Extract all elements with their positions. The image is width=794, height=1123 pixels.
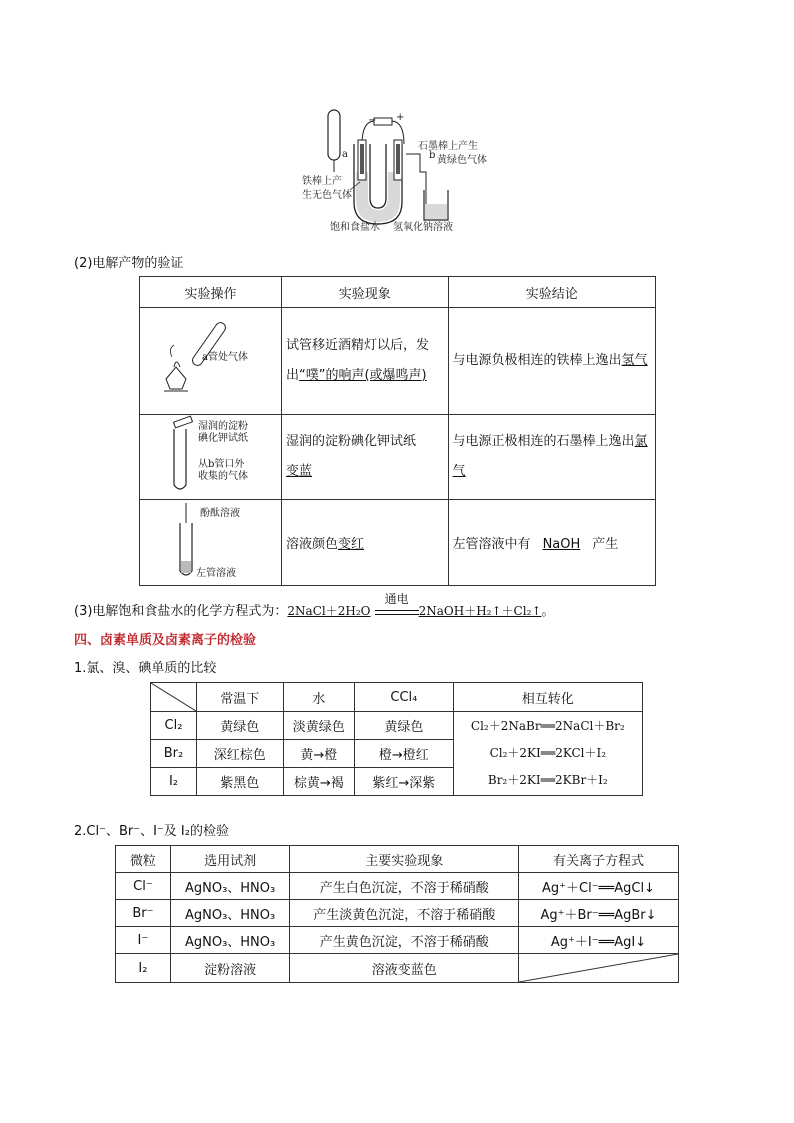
phenomenon-1-answer: “噗”的响声(或爆鸣声) xyxy=(299,368,427,383)
op-label-paper xyxy=(198,421,248,445)
halogen-name: Br₂ xyxy=(151,740,197,768)
table-row xyxy=(116,927,679,954)
ion-reagent: 淀粉溶液 xyxy=(170,954,290,983)
conclusion-cell-1 xyxy=(448,308,655,415)
conclusion-1-answer: 氢气 xyxy=(621,353,648,368)
phenomenon-3-text: 溶液颜色 xyxy=(285,537,338,552)
equation-left: 2NaCl＋2H₂O xyxy=(287,604,371,618)
electrolysis-apparatus-figure xyxy=(296,102,508,234)
conclusion-3-suffix: 产生 xyxy=(592,537,619,552)
ion-equation: Ag⁺＋Cl⁻══AgCl↓ xyxy=(518,873,678,900)
operation-cell-2 xyxy=(140,415,282,500)
ion-detection-table xyxy=(115,845,679,983)
conclusion-3-answer: NaOH xyxy=(542,537,581,552)
cathode-note-2: 生无色气体 xyxy=(302,190,352,201)
op-label-a-gas: a管处气体 xyxy=(202,352,248,363)
label-a: a xyxy=(342,149,348,160)
conversion-cell xyxy=(453,712,642,796)
phenomenon-cell-1 xyxy=(281,308,448,415)
equation-condition: 通电 xyxy=(384,592,409,606)
halogen-normal-color: 紫黑色 xyxy=(197,768,284,796)
equation-right: 2NaOH＋H₂↑＋Cl₂↑ xyxy=(418,604,542,618)
section-2-title: (2)电解产物的验证 xyxy=(74,256,184,271)
verification-table xyxy=(139,276,656,586)
subsection-1-title: 1.氯、溴、碘单质的比较 xyxy=(74,661,217,676)
ion-name: I⁻ xyxy=(116,927,171,954)
halogen-ccl4-color: 橙→橙红 xyxy=(355,740,454,768)
conversion-2: Cl₂＋2KI══2KCl＋I₂ xyxy=(489,746,607,760)
conversion-1: Cl₂＋2NaBr══2NaCl＋Br₂ xyxy=(470,719,625,733)
header-main-phenomenon: 主要实验现象 xyxy=(290,846,519,873)
header-ccl4: CCl₄ xyxy=(355,683,454,712)
anode-note-1: 石墨棒上产生 xyxy=(418,141,478,152)
halogen-name: I₂ xyxy=(151,768,197,796)
solution-right-label: 氢氧化钠溶液 xyxy=(393,222,453,233)
halogen-normal-color: 黄绿色 xyxy=(197,712,284,740)
solution-left-label: 饱和食盐水 xyxy=(330,222,380,233)
halogen-ccl4-color: 紫红→深紫 xyxy=(355,768,454,796)
halogen-comparison-table xyxy=(150,682,643,796)
diagonal-line xyxy=(151,683,196,711)
ion-name: I₂ xyxy=(116,954,171,983)
conclusion-2-text: 与电源正极相连的石墨棒上逸出 xyxy=(452,434,635,449)
conclusion-2-answer: 氯气 xyxy=(452,434,648,479)
ion-reagent: AgNO₃、HNO₃ xyxy=(170,927,290,954)
conversion-3: Br₂＋2KI══2KBr＋I₂ xyxy=(487,773,608,787)
conclusion-cell-2 xyxy=(448,415,655,500)
diagonal-header-cell xyxy=(151,683,197,712)
op-label-phenolphthalein: 酚酞溶液 xyxy=(200,508,240,519)
header-particle: 微粒 xyxy=(116,846,171,873)
op-label-collect-1: 从b管口外 xyxy=(198,459,245,470)
ion-phenomenon: 产生淡黄色沉淀，不溶于稀硝酸 xyxy=(290,900,519,927)
phenomenon-cell-3 xyxy=(281,500,448,586)
ion-reagent: AgNO₃、HNO₃ xyxy=(170,900,290,927)
ion-phenomenon: 溶液变蓝色 xyxy=(290,954,519,983)
phenomenon-1-text: 试管移近酒精灯以后，发出 xyxy=(285,338,429,383)
diagonal-line xyxy=(519,954,678,982)
op-label-paper-1: 湿润的淀粉 xyxy=(198,421,248,432)
op-label-left-tube: 左管溶液 xyxy=(196,568,236,579)
header-conversion: 相互转化 xyxy=(453,683,642,712)
ion-equation-empty-cell xyxy=(518,954,678,983)
anode-note-2: 黄绿色气体 xyxy=(437,155,487,166)
table-row xyxy=(116,873,679,900)
section-4-title: 四、卤素单质及卤素离子的检验 xyxy=(74,633,257,648)
table-row xyxy=(116,900,679,927)
halogen-normal-color: 深红棕色 xyxy=(197,740,284,768)
phenomenon-3-answer: 变红 xyxy=(338,537,365,552)
equation-prefix: (3)电解饱和食盐水的化学方程式为： xyxy=(74,604,288,619)
phenomenon-2-answer: 变蓝 xyxy=(285,464,312,479)
halogen-name: Cl₂ xyxy=(151,712,197,740)
ion-name: Cl⁻ xyxy=(116,873,171,900)
table-row xyxy=(140,500,656,586)
header-operation: 实验操作 xyxy=(140,277,282,308)
halogen-water-color: 棕黄→褐 xyxy=(283,768,355,796)
conclusion-1-text: 与电源负极相连的铁棒上逸出 xyxy=(452,353,622,368)
op-label-paper-2: 碘化钾试纸 xyxy=(198,433,248,444)
phenomenon-cell-2 xyxy=(281,415,448,500)
equation-end: 。 xyxy=(541,604,555,619)
ion-reagent: AgNO₃、HNO₃ xyxy=(170,873,290,900)
halogen-water-color: 黄→橙 xyxy=(283,740,355,768)
label-b: b xyxy=(429,150,436,161)
ion-phenomenon: 产生白色沉淀，不溶于稀硝酸 xyxy=(290,873,519,900)
conclusion-3-text: 左管溶液中有 xyxy=(452,537,531,552)
header-reagent: 选用试剂 xyxy=(170,846,290,873)
minus-sign: − xyxy=(368,115,377,126)
header-normal: 常温下 xyxy=(197,683,284,712)
ion-equation: Ag⁺＋I⁻══AgI↓ xyxy=(518,927,678,954)
equation-condition-arrow xyxy=(375,592,419,615)
cathode-note-1: 铁棒上产 xyxy=(302,176,342,187)
equation-line xyxy=(74,592,555,619)
ion-name: Br⁻ xyxy=(116,900,171,927)
ion-phenomenon: 产生黄色沉淀，不溶于稀硝酸 xyxy=(290,927,519,954)
op-label-collect-2: 收集的气体 xyxy=(198,471,248,482)
table-row xyxy=(140,308,656,415)
operation-cell-1 xyxy=(140,308,282,415)
table-row xyxy=(151,712,643,740)
plus-sign: + xyxy=(396,112,405,123)
halogen-water-color: 淡黄绿色 xyxy=(283,712,355,740)
table-row xyxy=(140,415,656,500)
subsection-2-title: 2.Cl⁻、Br⁻、I⁻及 I₂的检验 xyxy=(74,824,229,839)
ion-equation: Ag⁺＋Br⁻══AgBr↓ xyxy=(518,900,678,927)
header-phenomenon: 实验现象 xyxy=(281,277,448,308)
header-water: 水 xyxy=(283,683,355,712)
halogen-ccl4-color: 黄绿色 xyxy=(355,712,454,740)
conclusion-cell-3 xyxy=(448,500,655,586)
op-label-collect xyxy=(198,459,248,483)
header-conclusion: 实验结论 xyxy=(448,277,655,308)
operation-cell-3 xyxy=(140,500,282,586)
table-row xyxy=(116,954,679,983)
header-ionic-equation: 有关离子方程式 xyxy=(518,846,678,873)
phenomenon-2-text: 湿润的淀粉碘化钾试纸 xyxy=(285,434,416,449)
